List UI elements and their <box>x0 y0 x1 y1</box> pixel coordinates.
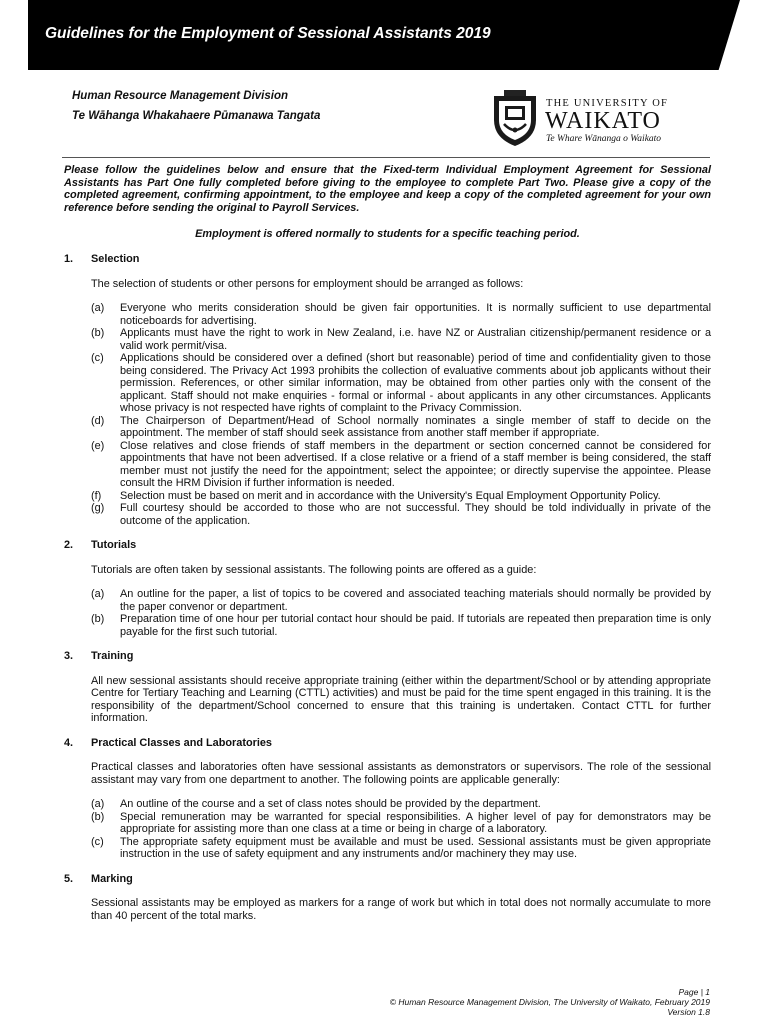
list-item <box>91 352 711 415</box>
section-heading <box>64 737 711 750</box>
item-letter: (d) <box>91 414 105 427</box>
division-block <box>72 86 320 126</box>
logo-university-of: THE UNIVERSITY OF <box>546 98 669 109</box>
list-item <box>91 415 711 440</box>
section-paragraph: Sessional assistants may be employed as markers for a range of work but which in total does not normally accumulate to more than 40 percent of the total marks. <box>91 897 711 922</box>
section-item-list <box>91 798 711 861</box>
item-text: Everyone who merits consideration should be given fair opportunities. It is normally sufficient to use departmental noticeboards for advertising. <box>120 302 711 327</box>
section-title: Selection <box>91 253 140 265</box>
section-paragraph: All new sessional assistants should receive appropriate training (either within the department/School or by attending appropriate Centre for Tertiary Teaching and Learning (CTTL) activities) and must be paid for the time spent engaged in this training. It is the responsibility of the department/School concerned to ensure that this training is undertaken. Contact CTTL for further information. <box>91 674 711 724</box>
list-item <box>91 613 711 638</box>
item-letter: (c) <box>91 835 104 848</box>
item-letter: (b) <box>91 613 105 625</box>
section-tutorials <box>64 539 711 638</box>
list-item <box>91 798 711 811</box>
section-title: Practical Classes and Laboratories <box>91 736 272 749</box>
employment-notice: Employment is offered normally to students for a specific teaching period. <box>195 228 580 240</box>
item-letter: (a) <box>91 588 105 600</box>
item-text: Applications should be considered over a defined (short but reasonable) period of time and confidentiality given to those being considered. The Privacy Act 1993 prohibits the collection of evaluative comments about job applicants without their permission. References, or other similar information, may be obtained from other parties only with the consent of the applicant. Staff should not make enquiries - formal or informal - about applicants in any other circumstances. Applicants whose privacy is not respected have rights of complaint to the Privacy Commission. <box>120 352 711 414</box>
logo-maori-name: Te Whare Wānanga o Waikato <box>546 134 662 144</box>
section-paragraph: Practical classes and laboratories often have sessional assistants as demonstrators or supervisors. The role of the sessional assistant may vary from one department to another. The following points are applicable generally: <box>91 761 711 786</box>
item-text: Preparation time of one hour per tutorial contact hour should be paid. If tutorials are repeated then preparation time is only payable for the first such tutorial. <box>120 613 711 638</box>
item-letter: (c) <box>91 352 104 364</box>
section-title: Tutorials <box>91 539 137 551</box>
list-item <box>91 490 711 503</box>
section-heading <box>64 539 711 552</box>
item-letter: (e) <box>91 439 105 452</box>
page-footer <box>390 987 710 1017</box>
item-letter: (g) <box>91 502 105 514</box>
item-text: Full courtesy should be accorded to those who are not successful. They should be told individually in private of the outcome of the application. <box>120 502 711 527</box>
item-text: Selection must be based on merit and in accordance with the University's Equal Employment Opportunity Policy. <box>120 489 661 502</box>
section-marking <box>64 873 711 923</box>
university-crest-icon <box>492 90 538 146</box>
list-item <box>91 836 711 861</box>
copyright-line: © Human Resource Management Division, The University of Waikato, February 2019 <box>389 997 710 1007</box>
section-heading <box>64 650 711 663</box>
intro-paragraph: Please follow the guidelines below and ensure that the Fixed-term Individual Employment Agreement for Sessional Assistants has Part One fully completed before giving to the employee to complete Part Two. Please give a copy of the completed agreement, confirming appointment, to the employee and keep a copy of the completed agreement for your own reference before sending the original to Payroll Services. <box>64 164 711 214</box>
item-text: Special remuneration may be warranted for special responsibilities. A higher level of pay for demonstrators may be appropriate for assisting more than one class at a time or being in charge of a laboratory. <box>120 810 711 835</box>
logo-waikato: WAIKATO <box>545 108 661 134</box>
section-item-list <box>91 302 711 527</box>
version-label: Version 1.8 <box>667 1007 710 1017</box>
section-number: 2. <box>64 539 74 551</box>
section-number: 1. <box>64 253 74 265</box>
item-text: Applicants must have the right to work in New Zealand, i.e. have NZ or Australian citizenship/permanent residence or a valid work permit/visa. <box>120 327 711 352</box>
section-title: Marking <box>91 872 133 885</box>
section-item-list <box>91 588 711 638</box>
list-item <box>91 588 711 613</box>
list-item <box>91 327 711 352</box>
item-letter: (a) <box>91 302 105 314</box>
section-number: 3. <box>64 650 74 662</box>
item-text: An outline of the course and a set of class notes should be provided by the department. <box>120 798 541 810</box>
document-title: Guidelines for the Employment of Sessional Assistants 2019 <box>45 25 491 42</box>
section-heading <box>64 873 711 886</box>
item-text: The appropriate safety equipment must be available and must be used. Sessional assistants must be given appropriate instruction in the use of safety equipment and any instruments and/or machinery they may use. <box>120 835 711 860</box>
item-letter: (a) <box>91 798 105 810</box>
section-title: Training <box>91 650 134 662</box>
page-number: Page | 1 <box>678 987 710 997</box>
section-number: 5. <box>64 872 74 885</box>
item-text: An outline for the paper, a list of topics to be covered and associated teaching materials should normally be provided by the paper convenor or department. <box>120 588 711 613</box>
section-selection <box>64 253 711 527</box>
header-divider <box>62 157 710 158</box>
university-logo <box>492 90 687 150</box>
list-item <box>91 502 711 527</box>
list-item <box>91 440 711 490</box>
section-number: 4. <box>64 736 74 749</box>
division-name-maori: Te Wāhanga Whakahaere Pūmanawa Tangata <box>72 110 321 122</box>
list-item <box>91 302 711 327</box>
section-training <box>64 650 711 725</box>
item-letter: (f) <box>91 489 102 502</box>
item-text: Close relatives and close friends of staff members in the department or section concerned cannot be considered for appointments that have not been advertised. If a close relative or a friend of a staff member is being considered, the staff member must not justify the need for the appointment; select the appointee; or directly supervise the appointee. Please consult the HRM Division if further information is needed. <box>120 439 711 489</box>
item-letter: (b) <box>91 327 105 339</box>
section-paragraph: Tutorials are often taken by sessional assistants. The following points are offered as a guide: <box>91 563 537 576</box>
section-practical-classes <box>64 737 711 861</box>
item-text: The Chairperson of Department/Head of School normally nominates a single member of staff to decide on the appointment. The member of staff should seek assistance from another staff member if appropriate. <box>120 414 711 439</box>
section-heading <box>64 253 711 266</box>
section-paragraph: The selection of students or other persons for employment should be arranged as follows: <box>91 277 524 290</box>
item-letter: (b) <box>91 810 105 823</box>
division-name-english: Human Resource Management Division <box>72 90 288 102</box>
list-item <box>91 811 711 836</box>
guidelines-body <box>64 253 711 934</box>
